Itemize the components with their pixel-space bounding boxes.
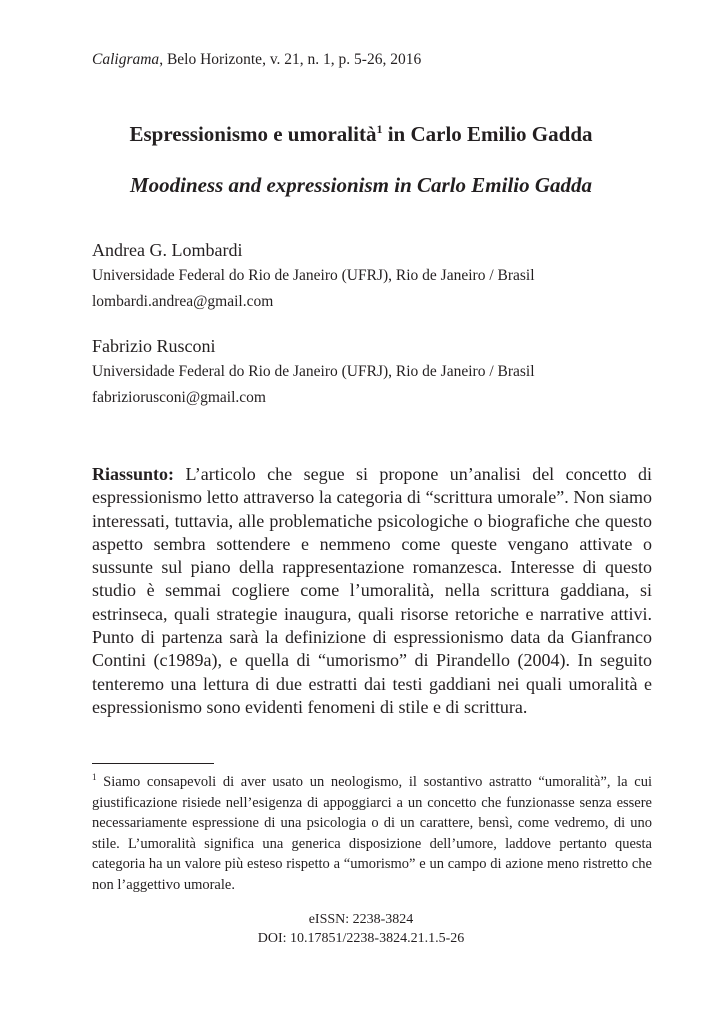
author-email[interactable]: fabriziorusconi@gmail.com (92, 389, 266, 406)
doi[interactable]: DOI: 10.17851/2238-3824.21.1.5-26 (257, 931, 465, 946)
footnote-marker: 1 (92, 772, 97, 782)
abstract-label: Riassunto: (92, 464, 175, 484)
footnote-reference[interactable]: 1 (376, 122, 383, 136)
author-name: Andrea G. Lombardi (92, 240, 243, 260)
article-title-english: Moodiness and expressionism in Carlo Emilio Gadda (129, 173, 593, 197)
journal-citation: , Belo Horizonte, v. 21, n. 1, p. 5-26, 2016 (159, 51, 422, 68)
abstract (92, 463, 652, 719)
author-block-1 (92, 238, 632, 312)
author-email[interactable]: lombardi.andrea@gmail.com (92, 293, 274, 310)
running-header (92, 50, 421, 70)
abstract-text: L’articolo che segue si propone un’analisi del concetto di espressionismo letto attraverso la categoria di “scrittura umorale”. Non siamo interessati, tuttavia, alle problematiche psicologiche o biografiche che questo aspetto sembra sottendere e nemmeno come queste vengano attivate o sussunte sul piano della rappresentazione romanzesca. Interesse di questo studio è semmai cogliere come l’umoralità, nella scrittura gaddiana, si estrinseca, quali strategie inaugura, quali risorse retoriche e narrative attivi. Punto di partenza sarà la definizione di espressionismo data da Gianfranco Contini (c1989a), e quella di “umorismo” di Pirandello (2004). In seguito tenteremo una lettura di due estratti dai testi gaddiani nei quali umoralità e espressionismo sono evidenti fenomeni di stile e di scrittura. (92, 464, 652, 717)
journal-name: Caligrama (92, 51, 160, 68)
author-affiliation: Universidade Federal do Rio de Janeiro (UFRJ), Rio de Janeiro / Brasil (92, 267, 535, 284)
page-footer (0, 910, 722, 948)
article-title (0, 120, 722, 148)
title-text: Espressionismo e umoralità (129, 122, 377, 146)
eissn: eISSN: 2238-3824 (308, 912, 414, 927)
footnote-text: Siamo consapevoli di aver usato un neologismo, il sostantivo astratto “umoralità”, la cui giustificazione risiede nell’esigenza di appoggiarci a un concetto che funzionasse senza essere necessariamente espressione di una psicologia o di un carattere, bensì, come vedremo, di uno stile. L’umoralità significa una generica disposizione dell’umore, laddove pertanto questa categoria ha un valore più esteso rispetto a “umorismo” e un campo di azione meno ristretto che non l’aggettivo umorale. (92, 774, 652, 893)
author-affiliation: Universidade Federal do Rio de Janeiro (UFRJ), Rio de Janeiro / Brasil (92, 363, 535, 380)
title-text-end: in Carlo Emilio Gadda (382, 122, 593, 146)
author-name: Fabrizio Rusconi (92, 336, 216, 356)
footnote-divider (92, 763, 214, 764)
footnote (92, 772, 652, 895)
author-block-2 (92, 334, 632, 408)
